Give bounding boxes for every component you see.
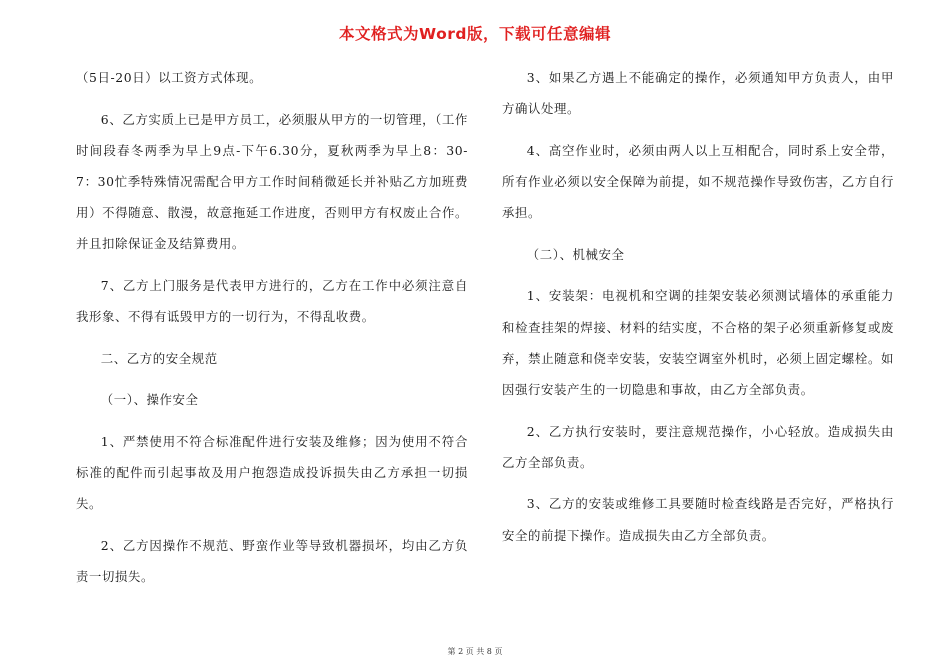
left-column: [76, 62, 468, 603]
section-heading: 二、乙方的安全规范: [100, 350, 218, 366]
page-number: 第 2 页 共 8 页: [447, 647, 503, 656]
paragraph: 1、严禁使用不符合标准配件进行安装及维修；因为使用不符合标准的配件而引起事故及用户抱怨造成投诉损失由乙方承担一切损失。: [76, 433, 468, 512]
subsection-heading: （二）、机械安全: [526, 246, 625, 262]
paragraph: 1、安装架：电视机和空调的挂架安装必须测试墙体的承重能力和检查挂架的焊接、材料的结实度，不合格的架子必须重新修复或废弃，禁止随意和侥幸安装，安装空调室外机时，必须上固定螺栓。如因强行安装产生的一切隐患和事故，由乙方全部负责。: [502, 288, 894, 397]
paragraph: （5日-20日）以工资方式体现。: [76, 70, 263, 85]
paragraph: 6、乙方实质上已是甲方员工，必须服从甲方的一切管理，（工作时间段春冬两季为早上9点-下午6.30分，夏秋两季为早上8：30-7：30忙季特殊情况需配合甲方工作时间稍微延长并补贴乙方加班费用）不得随意、散漫，故意拖延工作进度，否则甲方有权废止合作。并且扣除保证金及结算费用。: [76, 111, 468, 252]
paragraph: 4、高空作业时，必须由两人以上互相配合，同时系上安全带，所有作业必须以安全保障为前提，如不规范操作导致伤害，乙方自行承担。: [502, 142, 894, 221]
document-banner: 本文格式为Word版，下载可任意编辑: [339, 25, 611, 43]
paragraph: 3、乙方的安装或维修工具要随时检查线路是否完好，严格执行安全的前提下操作。造成损失由乙方全部负责。: [502, 496, 894, 543]
subsection-heading: （一）、操作安全: [100, 392, 199, 408]
paragraph: 3、如果乙方遇上不能确定的操作，必须通知甲方负责人，由甲方确认处理。: [502, 70, 894, 117]
paragraph: 2、乙方执行安装时，要注意规范操作，小心轻放。造成损失由乙方全部负责。: [502, 423, 894, 470]
paragraph: 2、乙方因操作不规范、野蛮作业等导致机器损坏，均由乙方负责一切损失。: [76, 537, 468, 585]
paragraph: 7、乙方上门服务是代表甲方进行的，乙方在工作中必须注意自我形象、不得有诋毁甲方的一切行为，不得乱收费。: [76, 278, 468, 325]
right-column: [502, 62, 894, 561]
